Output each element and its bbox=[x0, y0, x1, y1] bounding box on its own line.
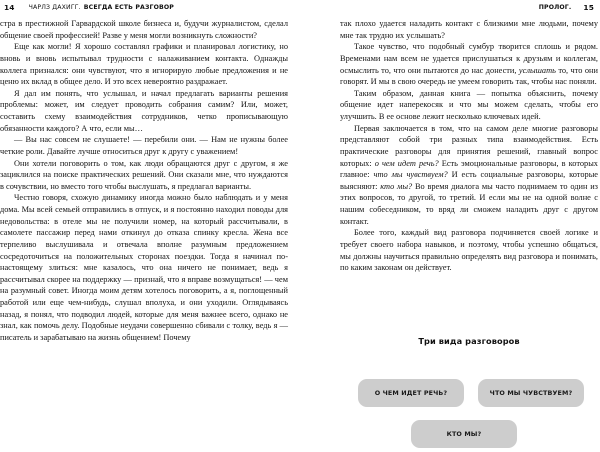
paragraph-text: то, что они говорят. И мы в свою очередь не умеем говорить так, чтобы нас поняли. bbox=[340, 65, 598, 87]
paragraph-text: Первая заключается в том, что на самом деле многие разговоры представляют собой три разных типа взаимодействия. Есть практические разговоры для принятия решений, главный вопрос которых: bbox=[340, 123, 598, 168]
paragraph: Таким образом, данная книга — попытка объяснить, почему общение идет наперекосяк и что мы можем сделать, чтобы его улучшить. В ее основе лежит несколько ключевых идей. bbox=[340, 88, 598, 121]
emphasis-text: услышать bbox=[518, 65, 556, 75]
paragraph: так плохо удается наладить контакт с близкими мне людьми, почему мне так трудно их услышать? bbox=[340, 19, 598, 40]
running-head-left bbox=[4, 0, 294, 14]
figure-box-emotional: ЧТО МЫ ЧУВСТВУЕМ? bbox=[478, 379, 584, 407]
running-head-right bbox=[334, 0, 594, 14]
running-head-author: ЧАРЛЗ ДАХИГГ. bbox=[28, 3, 81, 11]
paragraph: Честно говоря, схожую динамику иногда можно было наблюдать и у меня дома. Мы всей семьей отправились в отпуск, и я постоянно находил поводы для недовольства: в отеле мы не получили номер, на который рассчитывали, в самолете пассажир перед нами откинул до отказа спинку кресла. Жена все терпеливо выслушивала и отвечала вполне разумным предложением сосредоточиться на положительных сторонах поездки. Тогда я начинал по-настоящему злиться: мне казалось, что она ничего не понимает, ведь я рассчитывал скорее на поддержку — признай, что я вправе возмущаться! — чем на разумный совет. Иногда моим детям хотелось поговорить, а я, поглощенный работой или еще чем-нибудь, слушал вполуха, и они уходили. Оглядываясь назад, я понял, что подводил людей, которые для меня важнее всего, однако не знал, как помочь делу. Подобные неудачи совершенно сбивали с толку, ведь я — писатель и зарабатываю на жизнь общением! Почему bbox=[0, 193, 288, 342]
paragraph: Более того, каждый вид разговора подчиняется своей логике и требует своего набора навыков, и поэтому, чтобы успешно общаться, мы должны научиться правильно определять вид разговора и понимать, по каким законам он действует. bbox=[340, 228, 598, 273]
running-head-book-title: ВСЕГДА ЕСТЬ РАЗГОВОР bbox=[83, 3, 174, 11]
page-number-left: 14 bbox=[4, 2, 15, 12]
right-text-column bbox=[340, 18, 598, 274]
paragraph: стра в престижной Гарвардской школе бизнеса и, будучи журналистом, сделал общение своей профессией! Разве у меня могли возникнуть сложности? bbox=[0, 19, 288, 40]
paragraph-text: И есть социальные разговоры, которые выясняют: bbox=[340, 170, 598, 191]
paragraph: — Вы нас совсем не слушаете! — перебили они. — Нам не нужны более четкие роли. Давайте лучше относиться друг к другу с уважением! bbox=[0, 135, 288, 156]
paragraph: Еще как могли! Я хорошо составлял графики и планировал логистику, но вновь и вновь испытывал трудности с налаживанием контакта. Однажды коллега признался: они чувствуют, что я игнорирую любые предложения и не ценю их вклад в общее дело. И это всех невероятно раздражает. bbox=[0, 42, 288, 87]
left-text-column bbox=[0, 18, 288, 344]
page-number-right: 15 bbox=[583, 2, 594, 12]
running-head-chapter-title: ПРОЛОГ. bbox=[538, 3, 572, 11]
emphasis-text: о чем идет речь? bbox=[374, 158, 439, 168]
paragraph bbox=[340, 41, 598, 88]
figure-canvas bbox=[340, 355, 598, 443]
paragraph-text: Есть эмоциональные разговоры, в которых главное: bbox=[340, 158, 598, 180]
emphasis-text: кто мы? bbox=[380, 181, 413, 191]
paragraph bbox=[340, 123, 598, 228]
paragraph: Я дал им понять, что услышал, и начал предлагать варианты решения проблемы: может, им следует проводить собрания самим? Или, может, составить схему взаимодействия сотрудников, четко прописывающую обязанности каждого? А что, если мы… bbox=[0, 88, 288, 133]
figure-box-practical: О ЧЕМ ИДЕТ РЕЧЬ? bbox=[358, 379, 464, 407]
three-conversations-figure bbox=[340, 336, 598, 448]
emphasis-text: что мы чувствуем? bbox=[373, 170, 448, 180]
paragraph-text: Такое чувство, что подобный сумбур творится сплошь и рядом. Временами нам всем не удается прислушаться к друзьям и коллегам, осмыслить то, что они пытаются до нас донести, bbox=[340, 42, 598, 75]
figure-title: Три вида разговоров bbox=[418, 336, 520, 346]
figure-box-social: КТО МЫ? bbox=[411, 420, 517, 448]
paragraph: Они хотели поговорить о том, как люди обращаются друг с другом, я же зациклился на поиске практических решений. Они сказали мне, что нуждаются в сочувствии, но вместо того чтобы выслушать, я предлагал варианты. bbox=[0, 158, 288, 191]
paragraph-text: Во время диалога мы часто поднимаем то один из этих вопросов, то другой, то третий. И если мы не на одной волне с нашим собеседником, то вряд ли сможем наладить друг с другом контакт. bbox=[340, 181, 598, 226]
